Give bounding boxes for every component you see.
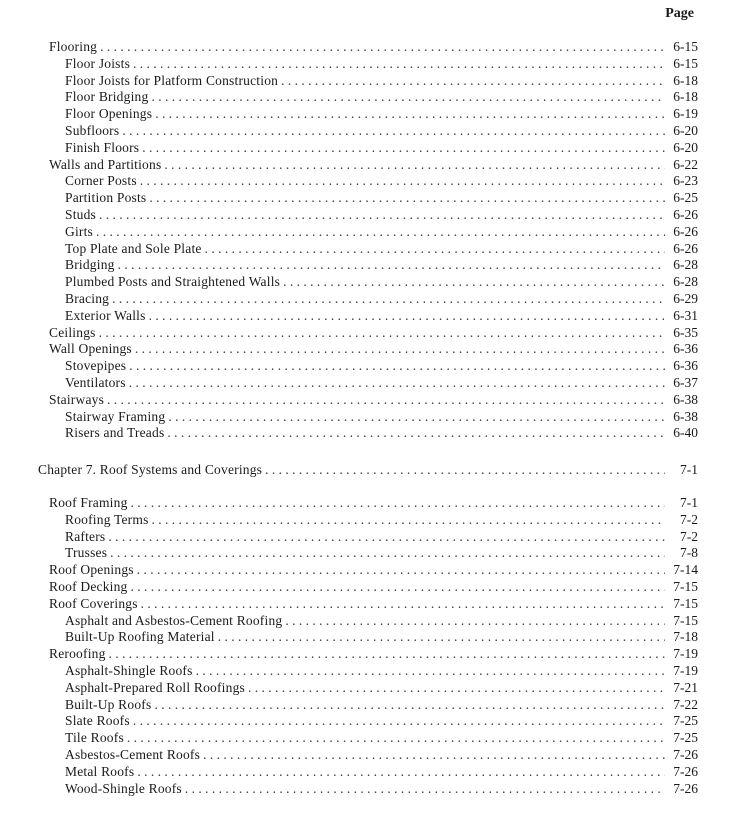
toc-entry[interactable]	[49, 578, 698, 595]
dot-leader	[137, 561, 665, 578]
toc-entry-title: Stairways	[49, 391, 105, 407]
dot-leader	[131, 494, 665, 511]
toc-entry[interactable]	[65, 408, 698, 425]
toc-entry-page: 7-25	[673, 730, 698, 746]
toc-entry-page: 6-25	[673, 190, 698, 206]
toc-entry-title: Bracing	[65, 291, 110, 306]
toc-entry[interactable]	[65, 273, 698, 290]
toc-entry-title: Trusses	[65, 545, 108, 561]
toc-entry-page: 7-25	[673, 713, 698, 729]
toc-entry-page: 6-23	[673, 173, 698, 189]
toc-entry-page: 7-15	[673, 595, 698, 611]
toc-entry[interactable]	[65, 696, 698, 713]
toc-entry-page: 6-40	[673, 425, 698, 441]
toc-entry-title: Roof Openings	[49, 562, 134, 578]
toc-entry[interactable]	[49, 340, 698, 357]
toc-entry-page: 7-19	[673, 663, 698, 678]
dot-leader	[149, 307, 665, 324]
dot-leader	[129, 374, 665, 391]
dot-leader	[107, 391, 665, 408]
toc-entry-page: 7-2	[680, 511, 698, 527]
toc-entry-title: Metal Roofs	[65, 763, 135, 779]
dot-leader	[248, 679, 665, 696]
toc-entry-title: Floor Joists for Platform Construction	[65, 72, 279, 88]
toc-entry[interactable]	[65, 307, 698, 324]
dot-leader	[110, 544, 665, 561]
toc-entry[interactable]	[65, 679, 698, 696]
toc-entry-page: 6-18	[673, 89, 698, 105]
toc-entry[interactable]	[65, 256, 698, 273]
toc-entry-page: 6-37	[673, 375, 698, 390]
toc-entry-title: Studs	[65, 207, 97, 222]
toc-entry[interactable]	[65, 72, 698, 89]
toc-entry[interactable]	[49, 561, 698, 578]
toc-entry-title: Exterior Walls	[65, 307, 146, 323]
toc-entry[interactable]	[65, 511, 698, 528]
toc-entry[interactable]	[65, 528, 698, 545]
toc-entry-page: 6-35	[673, 324, 698, 340]
toc-entry-title: Built-Up Roofs	[65, 696, 152, 712]
toc-entry-title: Tile Roofs	[65, 730, 124, 746]
dot-leader	[196, 662, 665, 679]
dot-leader	[203, 746, 665, 763]
toc-entry-title: Stairway Framing	[65, 408, 166, 424]
toc-entry-page: 6-36	[673, 358, 698, 374]
dot-leader	[133, 712, 665, 729]
toc-entry[interactable]	[65, 374, 698, 391]
dot-leader	[151, 88, 665, 105]
toc-entry-page: 6-15	[673, 55, 698, 71]
dot-leader	[149, 189, 665, 206]
toc-entry-title: Roofing Terms	[65, 511, 149, 527]
dot-leader	[155, 105, 665, 122]
toc-entry[interactable]	[49, 595, 698, 612]
toc-entry-page: 7-26	[673, 780, 698, 796]
toc-entry-page: 6-38	[673, 408, 698, 424]
toc-entry-title: Risers and Treads	[65, 425, 165, 441]
dot-leader	[167, 424, 665, 441]
toc-entry-page: 6-20	[673, 139, 698, 155]
toc-entry[interactable]	[65, 290, 698, 307]
toc-entry-title: Floor Joists	[65, 55, 131, 71]
dot-leader	[218, 628, 665, 645]
toc-entry-page: 7-2	[680, 528, 698, 544]
toc-entry[interactable]	[65, 189, 698, 206]
toc-entry[interactable]	[49, 324, 698, 341]
toc-entry[interactable]	[49, 156, 698, 173]
toc-entry-page: 7-1	[680, 495, 698, 510]
toc-entry[interactable]	[65, 544, 698, 561]
dot-leader	[96, 223, 665, 240]
toc-entry-title: Reroofing	[49, 646, 106, 662]
toc-entry[interactable]	[65, 424, 698, 441]
toc-entry-title: Asbestos-Cement Roofs	[65, 747, 201, 762]
dot-leader	[152, 511, 665, 528]
toc-entry[interactable]	[65, 240, 698, 257]
toc-entry-title: Asphalt-Prepared Roll Roofings	[65, 679, 245, 695]
toc-entry-title: Chapter 7. Roof Systems and Coverings	[38, 462, 263, 477]
toc-entry-title: Floor Openings	[65, 106, 153, 122]
toc-entry-page: 7-26	[673, 763, 698, 779]
toc-entry-page: 6-38	[673, 391, 698, 407]
dot-leader	[131, 578, 665, 595]
toc-entry[interactable]	[65, 662, 698, 679]
toc-entry-title: Roof Decking	[49, 579, 128, 594]
toc-entry[interactable]	[65, 172, 698, 189]
dot-leader	[137, 763, 665, 780]
toc-entry-title: Finish Floors	[65, 139, 140, 155]
dot-leader	[142, 139, 665, 156]
toc-entry-page: 6-22	[673, 156, 698, 172]
toc-entry-page: 6-28	[673, 274, 698, 290]
toc-entry-page: 6-26	[673, 207, 698, 222]
dot-leader	[133, 55, 665, 72]
toc-entry-page: 7-15	[673, 612, 698, 628]
toc-entry-title: Walls and Partitions	[49, 156, 162, 172]
toc-entry-page: 6-28	[673, 257, 698, 273]
toc-entry-page: 7-8	[680, 545, 698, 561]
toc-entry-page: 6-15	[673, 39, 698, 54]
toc-entry[interactable]	[65, 55, 698, 72]
toc-entry[interactable]	[65, 105, 698, 122]
dot-leader	[122, 122, 665, 139]
toc-entry-title: Asphalt-Shingle Roofs	[65, 663, 193, 678]
toc-entry[interactable]	[65, 628, 698, 645]
toc-entry-title: Ventilators	[65, 375, 126, 390]
toc-entry-title: Bridging	[65, 257, 115, 273]
toc-entry-title: Wall Openings	[49, 341, 132, 357]
dot-leader	[99, 324, 665, 341]
toc-entry-title: Rafters	[65, 528, 106, 544]
toc-entry[interactable]	[49, 494, 698, 511]
dot-leader	[205, 240, 665, 257]
toc-entry-title: Girts	[65, 223, 93, 239]
toc-entry-page: 6-19	[673, 106, 698, 122]
toc-entry-page: 6-20	[673, 123, 698, 138]
toc-entry-title: Slate Roofs	[65, 713, 130, 729]
toc-entry-title: Roof Framing	[49, 495, 128, 510]
dot-leader	[168, 408, 665, 425]
toc-entry-page: 7-22	[673, 696, 698, 712]
dot-leader	[129, 357, 665, 374]
toc-entry-title: Built-Up Roofing Material	[65, 629, 215, 645]
toc-entry-title: Ceilings	[49, 324, 96, 340]
toc-entry[interactable]	[65, 357, 698, 374]
toc-entry-page: 7-26	[673, 747, 698, 762]
toc-entry[interactable]	[65, 729, 698, 746]
dot-leader	[100, 38, 665, 55]
toc-entry[interactable]	[65, 763, 698, 780]
toc-entry[interactable]	[65, 88, 698, 105]
toc-entry[interactable]	[65, 122, 698, 139]
toc-entry-page: 7-18	[673, 629, 698, 645]
toc-entry[interactable]	[49, 645, 698, 662]
toc-entry-page: 7-21	[673, 679, 698, 695]
dot-leader	[109, 645, 665, 662]
toc-entry-page: 6-26	[673, 240, 698, 256]
toc-entry-title: Plumbed Posts and Straightened Walls	[65, 274, 281, 290]
dot-leader	[154, 696, 665, 713]
dot-leader	[118, 256, 665, 273]
toc-entry-title: Partition Posts	[65, 190, 147, 206]
dot-leader	[127, 729, 665, 746]
dot-leader	[135, 340, 665, 357]
toc-entry[interactable]	[65, 612, 698, 629]
toc-entry-title: Floor Bridging	[65, 89, 149, 105]
dot-leader	[164, 156, 665, 173]
toc-entry-page: 6-26	[673, 223, 698, 239]
toc-entry-page: 6-36	[673, 341, 698, 357]
toc-entry-title: Flooring	[49, 39, 98, 54]
toc-entry-title: Asphalt and Asbestos-Cement Roofing	[65, 612, 283, 628]
dot-leader	[108, 528, 665, 545]
toc-entry[interactable]	[65, 223, 698, 240]
toc-entry[interactable]	[49, 38, 698, 55]
toc-entry-page: 7-19	[673, 646, 698, 662]
toc-entry-title: Stovepipes	[65, 358, 127, 374]
dot-leader	[112, 290, 665, 307]
toc-entry-page: 7-14	[673, 562, 698, 578]
dot-leader	[283, 273, 665, 290]
toc-entry-title: Top Plate and Sole Plate	[65, 240, 202, 256]
toc-entry-page: 6-29	[673, 291, 698, 306]
dot-leader	[285, 612, 665, 629]
toc-entry-title: Wood-Shingle Roofs	[65, 780, 182, 796]
dot-leader	[185, 780, 665, 797]
page-column-header: Page	[665, 6, 694, 21]
toc-entry-page: 6-18	[673, 72, 698, 88]
dot-leader	[99, 206, 665, 223]
toc-entry[interactable]	[65, 139, 698, 156]
toc-entry[interactable]	[38, 461, 698, 478]
dot-leader	[140, 172, 665, 189]
toc-entry-title: Corner Posts	[65, 173, 137, 189]
toc-entry-page: 7-1	[680, 462, 698, 477]
toc-entry[interactable]	[65, 206, 698, 223]
toc-entry[interactable]	[49, 391, 698, 408]
toc-entry-title: Roof Coverings	[49, 595, 138, 611]
toc-entry-page: 7-15	[673, 579, 698, 594]
dot-leader	[141, 595, 665, 612]
dot-leader	[281, 72, 665, 89]
toc-entry-title: Subfloors	[65, 123, 120, 138]
dot-leader	[265, 461, 665, 478]
toc-entry[interactable]	[65, 712, 698, 729]
toc-entry-page: 6-31	[673, 307, 698, 323]
toc-entry[interactable]	[65, 780, 698, 797]
toc-entry[interactable]	[65, 746, 698, 763]
